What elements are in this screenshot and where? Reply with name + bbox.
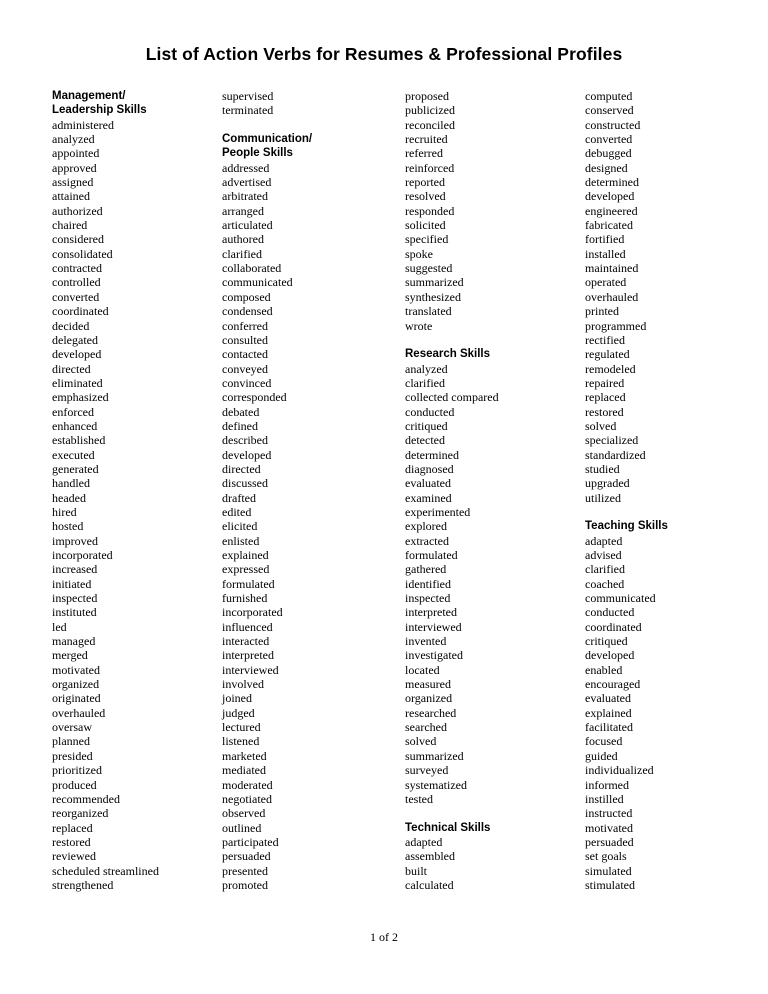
verb-item: evaluated — [405, 476, 451, 491]
verb-item: controlled — [52, 275, 101, 290]
document-title: List of Action Verbs for Resumes & Professional Profiles — [145, 44, 623, 64]
verb-item: suggested — [405, 261, 453, 276]
verb-item: marketed — [222, 748, 267, 763]
verb-item: overhauled — [52, 705, 106, 720]
verb-item: initiated — [52, 576, 92, 591]
verb-item: formulated — [405, 548, 458, 562]
verb-item: judged — [222, 705, 255, 720]
verb-item: delegated — [52, 332, 98, 347]
verb-item: publicized — [405, 103, 455, 118]
page-number: 1 of 2 — [370, 930, 398, 944]
verb-item: consolidated — [52, 246, 113, 261]
verb-item: organized — [52, 677, 100, 692]
verb-item: operated — [585, 275, 627, 290]
verb-item: conducted — [585, 605, 635, 620]
verb-item: hosted — [52, 519, 84, 534]
verb-item: restored — [585, 404, 624, 419]
verb-item: defined — [222, 418, 258, 433]
verb-item: recruited — [405, 132, 448, 147]
category-header: Management/ — [52, 90, 126, 102]
verb-item: overhauled — [585, 289, 639, 304]
verb-item: maintained — [585, 261, 639, 276]
verb-item: directed — [52, 361, 91, 376]
verb-item: conveyed — [222, 361, 268, 376]
verb-item: tested — [405, 791, 433, 806]
verb-item: determined — [405, 447, 459, 462]
verb-item: participated — [222, 834, 279, 849]
verb-item: detected — [405, 433, 445, 448]
verb-item: replaced — [52, 820, 93, 835]
verb-item: joined — [222, 691, 252, 706]
verb-item: converted — [585, 132, 633, 147]
verb-item: instituted — [52, 605, 97, 620]
category-header: Leadership Skills — [52, 104, 147, 117]
verb-item: approved — [52, 160, 97, 175]
verb-item: solved — [405, 734, 437, 749]
verb-item: guided — [585, 748, 618, 763]
verb-item: generated — [52, 461, 99, 476]
verb-item: located — [405, 662, 440, 677]
verb-item: remodeled — [585, 361, 636, 376]
verb-item: repaired — [585, 375, 625, 390]
verb-item: critiqued — [585, 634, 628, 649]
verb-item: evaluated — [585, 691, 631, 706]
verb-item: investigated — [405, 648, 463, 663]
verb-item: developed — [222, 447, 272, 462]
blank-line — [405, 333, 583, 347]
verb-item: advertised — [222, 175, 272, 190]
verb-item: reviewed — [52, 849, 96, 864]
verb-item: managed — [52, 634, 96, 649]
verb-item: enabled — [585, 662, 623, 677]
verb-item: interpreted — [222, 648, 274, 663]
verb-item: enforced — [52, 404, 94, 419]
verb-item: interpreted — [405, 605, 457, 620]
verb-item: chaired — [52, 218, 88, 233]
verb-item: authored — [222, 232, 264, 247]
verb-item: recommended — [52, 791, 120, 806]
verb-item: interviewed — [405, 619, 462, 634]
verb-item: communicated — [222, 275, 293, 290]
verb-item: measured — [405, 677, 451, 692]
verb-item: fortified — [585, 232, 625, 247]
verb-item: responded — [405, 203, 455, 218]
verb-item: corresponded — [222, 390, 287, 405]
verb-item: contracted — [52, 261, 102, 276]
verb-item: stimulated — [585, 877, 635, 892]
verb-item: built — [405, 863, 428, 878]
verb-item: appointed — [52, 146, 100, 161]
verb-column-2 — [222, 89, 402, 892]
verb-item: administered — [52, 117, 114, 132]
verb-item: summarized — [405, 275, 464, 290]
verb-item: assigned — [52, 175, 94, 190]
verb-item: encouraged — [585, 677, 641, 692]
verb-item: oversaw — [52, 720, 92, 735]
verb-item: reinforced — [405, 160, 455, 175]
verb-item: hired — [52, 504, 77, 519]
verb-item: reconciled — [405, 117, 455, 132]
verb-item: adapted — [585, 533, 623, 548]
verb-item: facilitated — [585, 720, 633, 735]
verb-item: examined — [405, 490, 452, 505]
verb-item: edited — [222, 504, 252, 519]
verb-item: emphasized — [52, 390, 109, 405]
verb-item: referred — [405, 146, 443, 161]
verb-item: directed — [222, 461, 261, 476]
verb-item: debugged — [585, 146, 632, 161]
verb-item: rectified — [585, 332, 625, 347]
verb-item: improved — [52, 533, 98, 548]
verb-item: proposed — [405, 89, 449, 103]
verb-item: decided — [52, 318, 90, 333]
verb-item: solved — [585, 418, 617, 433]
verb-item: scheduled streamlined — [52, 863, 159, 878]
verb-item: diagnosed — [405, 461, 454, 476]
verb-item: set goals — [585, 849, 627, 864]
verb-item: expressed — [222, 562, 270, 577]
verb-item: conserved — [585, 103, 634, 118]
verb-item: observed — [222, 806, 266, 821]
verb-item: drafted — [222, 490, 256, 505]
verb-item: analyzed — [405, 361, 448, 376]
verb-item: moderated — [222, 777, 273, 792]
verb-item: strengthened — [52, 877, 114, 892]
verb-item: handled — [52, 476, 90, 491]
verb-item: interacted — [222, 634, 270, 649]
verb-item: increased — [52, 562, 98, 577]
verb-item: convinced — [222, 375, 272, 390]
verb-item: executed — [52, 447, 95, 462]
verb-item: negotiated — [222, 791, 272, 806]
verb-item: lectured — [222, 720, 261, 735]
verb-item: presented — [222, 863, 268, 878]
verb-column-3 — [405, 89, 583, 892]
verb-item: presided — [52, 748, 93, 763]
blank-line — [222, 118, 402, 132]
verb-item: printed — [585, 304, 619, 319]
verb-item: listened — [222, 734, 260, 749]
verb-item: debated — [222, 404, 260, 419]
verb-column-4 — [585, 89, 745, 892]
verb-item: advised — [585, 548, 622, 562]
verb-item: involved — [222, 677, 264, 692]
verb-item: spoke — [405, 246, 433, 261]
verb-item: developed — [52, 347, 102, 362]
verb-item: established — [52, 433, 106, 448]
verb-item: extracted — [405, 533, 449, 548]
verb-item: constructed — [585, 117, 641, 132]
category-header: People Skills — [222, 147, 293, 160]
verb-item: upgraded — [585, 476, 630, 491]
blank-line — [405, 806, 583, 820]
verb-item: resolved — [405, 189, 446, 204]
verb-item: eliminated — [52, 375, 103, 390]
verb-item: considered — [52, 232, 104, 247]
verb-item: developed — [585, 648, 635, 663]
verb-item: reported — [405, 175, 445, 190]
verb-item: solicited — [405, 218, 446, 233]
verb-item: adapted — [405, 834, 443, 849]
verb-item: searched — [405, 720, 447, 735]
verb-item: elicited — [222, 519, 258, 534]
verb-item: reorganized — [52, 806, 109, 821]
verb-item: coordinated — [52, 304, 109, 319]
verb-item: merged — [52, 648, 88, 663]
verb-item: converted — [52, 289, 100, 304]
verb-item: focused — [585, 734, 623, 749]
verb-item: organized — [405, 691, 453, 706]
verb-item: clarified — [585, 562, 625, 577]
verb-item: experimented — [405, 504, 471, 519]
verb-item: outlined — [222, 820, 262, 835]
verb-item: informed — [585, 777, 629, 792]
verb-item: persuaded — [222, 849, 271, 864]
verb-item: translated — [405, 304, 452, 319]
verb-item: wrote — [405, 318, 433, 333]
verb-item: restored — [52, 834, 91, 849]
verb-item: specialized — [585, 433, 639, 448]
category-header: Communication/ — [222, 133, 313, 146]
verb-item: clarified — [222, 246, 262, 261]
verb-item: articulated — [222, 218, 273, 233]
verb-item: arranged — [222, 203, 264, 218]
verb-item: attained — [52, 189, 90, 204]
verb-item: conferred — [222, 318, 268, 333]
verb-item: explored — [405, 519, 447, 534]
blank-line — [585, 505, 745, 519]
verb-item: incorporated — [52, 548, 113, 562]
verb-item: surveyed — [405, 763, 449, 778]
verb-item: inspected — [405, 591, 451, 606]
verb-item: explained — [585, 705, 632, 720]
verb-item: authorized — [52, 203, 103, 218]
verb-item: collaborated — [222, 261, 282, 276]
verb-item: explained — [222, 548, 269, 562]
verb-item: studied — [585, 461, 620, 476]
verb-item: furnished — [222, 591, 268, 606]
verb-item: motivated — [585, 820, 633, 835]
verb-item: regulated — [585, 347, 630, 362]
verb-item: invented — [405, 634, 447, 649]
verb-item: individualized — [585, 763, 654, 778]
verb-item: instructed — [585, 806, 633, 821]
verb-item: planned — [52, 734, 90, 749]
verb-item: researched — [405, 705, 457, 720]
verb-item: formulated — [222, 576, 275, 591]
verb-item: discussed — [222, 476, 268, 491]
verb-item: prioritized — [52, 763, 102, 778]
verb-item: assembled — [405, 849, 455, 864]
verb-item: replaced — [585, 390, 626, 405]
verb-item: motivated — [52, 662, 100, 677]
verb-item: incorporated — [222, 605, 283, 620]
verb-item: enlisted — [222, 533, 260, 548]
verb-item: produced — [52, 777, 97, 792]
verb-item: standardized — [585, 447, 646, 462]
verb-item: consulted — [222, 332, 268, 347]
verb-item: critiqued — [405, 418, 448, 433]
verb-item: computed — [585, 89, 633, 103]
verb-item: contacted — [222, 347, 268, 362]
verb-item: programmed — [585, 318, 647, 333]
verb-item: persuaded — [585, 834, 634, 849]
category-header: Research Skills — [405, 348, 491, 361]
verb-item: summarized — [405, 748, 464, 763]
verb-item: terminated — [222, 103, 274, 118]
verb-item: installed — [585, 246, 626, 261]
verb-item: headed — [52, 490, 86, 505]
verb-item: calculated — [405, 877, 454, 892]
verb-column-1 — [52, 89, 220, 892]
verb-item: condensed — [222, 304, 273, 319]
verb-item: promoted — [222, 877, 268, 892]
verb-item: addressed — [222, 160, 270, 175]
verb-item: specified — [405, 232, 449, 247]
verb-item: communicated — [585, 591, 656, 606]
category-header: Technical Skills — [405, 821, 491, 834]
verb-item: conducted — [405, 404, 455, 419]
verb-item: arbitrated — [222, 189, 268, 204]
verb-item: gathered — [405, 562, 447, 577]
verb-item: analyzed — [52, 132, 95, 147]
verb-item: led — [52, 619, 67, 634]
verb-item: instilled — [585, 791, 624, 806]
verb-item: described — [222, 433, 268, 448]
verb-item: coached — [585, 576, 625, 591]
category-header: Teaching Skills — [585, 520, 668, 533]
verb-item: influenced — [222, 619, 273, 634]
verb-item: clarified — [405, 375, 445, 390]
verb-item: mediated — [222, 763, 266, 778]
verb-item: designed — [585, 160, 628, 175]
verb-item: utilized — [585, 490, 621, 505]
verb-item: inspected — [52, 591, 98, 606]
verb-item: composed — [222, 289, 271, 304]
verb-item: engineered — [585, 203, 638, 218]
verb-item: synthesized — [405, 289, 461, 304]
verb-item: coordinated — [585, 619, 642, 634]
verb-item: systematized — [405, 777, 467, 792]
verb-item: fabricated — [585, 218, 633, 233]
verb-item: identified — [405, 576, 451, 591]
verb-item: supervised — [222, 89, 274, 103]
verb-item: interviewed — [222, 662, 279, 677]
verb-item: simulated — [585, 863, 632, 878]
verb-item: collected compared — [405, 390, 499, 405]
verb-item: enhanced — [52, 418, 98, 433]
verb-item: developed — [585, 189, 635, 204]
verb-item: determined — [585, 175, 639, 190]
verb-item: originated — [52, 691, 101, 706]
